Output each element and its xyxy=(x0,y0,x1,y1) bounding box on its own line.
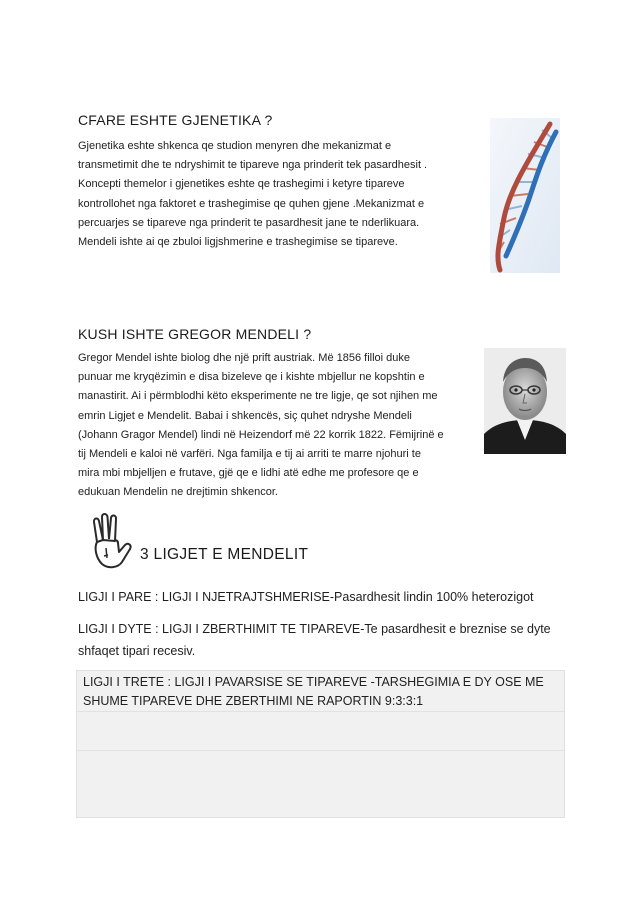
empty-table-row xyxy=(77,751,564,791)
paragraph-line: percuarjes se tipareve nga prinderit te pasardhesit jane te nderlikuara. xyxy=(78,216,420,229)
paragraph-line: kontrollohet nga faktoret e trashegimise qe quhen gjene .Mekanizmat e xyxy=(78,197,425,210)
section1-paragraph xyxy=(78,137,427,252)
law3-text-line1: LIGJI I TRETE : LIGJI I PAVARSISE SE TIPAREVE -TARSHEGIMIA E DY OSE ME xyxy=(83,675,544,689)
section2-paragraph xyxy=(78,349,444,503)
paragraph-line: mira mbi mbjelljen e frutave, gjë qe e lidhi atë edhe me profesore qe e xyxy=(78,467,419,480)
paragraph-line: edukuan Mendelin ne drejtimin shkencor. xyxy=(78,486,278,499)
law3-text-row xyxy=(77,671,564,712)
hand-three-fingers-icon xyxy=(88,512,134,570)
section1-heading: CFARE ESHTE GJENETIKA ? xyxy=(78,112,273,128)
paragraph-line: manastirit. Ai i përmblodhi këto eksperimente ne tre ligje, qe sot njihen me xyxy=(78,390,438,403)
law2-text-line1: LIGJI I DYTE : LIGJI I ZBERTHIMIT TE TIPAREVE-Te pasardhesit e breznise se dyte xyxy=(78,622,551,636)
law2-text-line2: shfaqet tipari recesiv. xyxy=(78,644,196,658)
paragraph-line: Koncepti themelor i gjenetikes eshte qe trashegimi i ketyre tipareve xyxy=(78,178,405,191)
paragraph-line: Gjenetika eshte shkenca qe studion menyren dhe mekanizmat e xyxy=(78,140,392,152)
paragraph-line: Mendeli ishte ai qe zbuloi ligjshmerine e trashegimise se tipareve. xyxy=(78,235,398,248)
paragraph-line: punuar me kryqëzimin e disa bizeleve qe i kishte mbjellur ne kopshtin e xyxy=(78,371,425,384)
empty-table-row xyxy=(77,712,564,751)
section2-heading: KUSH ISHTE GREGOR MENDELI ? xyxy=(78,326,312,342)
law3-table xyxy=(76,670,565,818)
paragraph-line: Gregor Mendel ishte biolog dhe një prift austriak. Më 1856 filloi duke xyxy=(78,352,411,364)
section3-heading: 3 LIGJET E MENDELIT xyxy=(140,546,309,563)
law1-text: LIGJI I PARE : LIGJI I NJETRAJTSHMERISE-Pasardhesit lindin 100% heterozigot xyxy=(78,590,534,604)
paragraph-line: emrin Ligjet e Mendelit. Babai i shkencës, siç quhet ndryshe Mendeli xyxy=(78,409,412,422)
paragraph-line: (Johann Gragor Mendel) lindi në Heizendorf më 22 korrik 1822. Fëmijrinë e xyxy=(78,428,444,441)
paragraph-line: tij Mendeli e kaloi në varfëri. Nga familja e tij ai arriti te marre njohuri te xyxy=(78,447,421,460)
paragraph-line: transmetimit dhe te ndryshimit te tipareve nga prinderit tek pasardhesit . xyxy=(78,159,428,172)
dna-helix-image xyxy=(490,118,560,273)
law3-text-line2: SHUME TIPAREVE DHE ZBERTHIMI NE RAPORTIN 9:3:3:1 xyxy=(83,694,424,708)
mendel-portrait-image xyxy=(484,348,566,454)
